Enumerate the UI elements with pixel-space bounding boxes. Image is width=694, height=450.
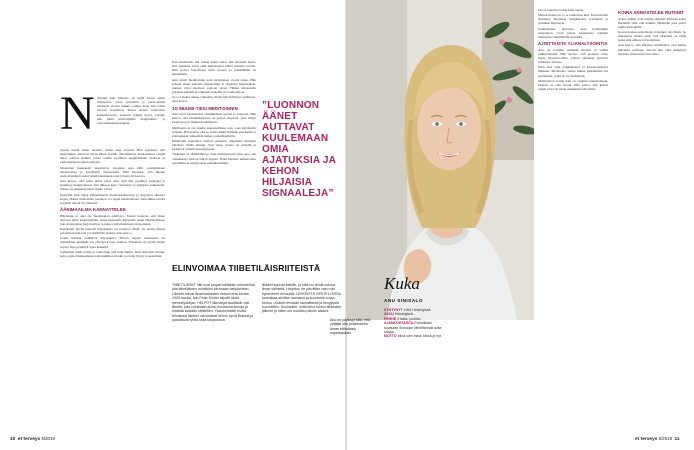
fact-value: Helsingissä. [394,312,414,317]
portrait-illustration [347,0,534,320]
section-heading: JO MUUMI-TIESI MEDITOINNIN [172,105,238,111]
section-paragraph: Arjen rutiinit ovat Anulle tärkeitä. Perheen koira huolehtii siitä, että lenkille lähdetään joka päivä säällä kuin säällä. [618,16,686,29]
section-heading: KOIRA ANNOSTELEE RUTIINIT [618,10,684,15]
fact-value: 3 lasta, puoliso. [397,316,422,321]
box-text: liikkeet sopivat kaikille, ja niitä voi tehdä kotona ilman välineitä. Harjoitus vie päivittäin vain noin kymmenen minuuttia. LIIKKEISTÄ OPETELLESSA kannattaa aloittaa rauhassa ja kuunnella omaa kehoa. Liikkeet tehdään rauhallisesti ja hengitystä kuunnellen. Kuulostele, miltä keho tuntuu liikkeiden jälkeen ja miten olo muuttuu päivän aikana. [262,283,342,314]
paragraph: Kun meditaatio tuli osaksi Anun arkea, hän huomasi myös, että ajatukset eivät enää kuljettaneet häntä samalla tavalla. Hän pystyi katsomaan niitä sivusta ja päästämään ne menemään. [172,60,256,77]
article-column-2 [172,60,256,166]
section-paragraph: Jotkin ihmiset pelkäävät hiljaisuutta. Silloin ohjattu meditaatio tai rauhallinen musiikki voi olla hyvä tapa aloittaa. Tärkeintä on löytää itselle sopiva tapa pysähtyä arjen keskellä. [60,236,165,249]
fact-value: Minä olen minä, tässä ja nyt. [397,334,442,339]
paragraph: Menen luontoon, ja se rauhoittaa heti. Kun kävelen metsässä, huomaan hengittäväni syvemmin ja ajatukset hiljenevät. [538,13,608,26]
issue: 6/2019 [41,436,55,441]
intro-paragraph: Anu kertoo, että sama tunne palaa aina, kun hän pysähtyy hetkeksi ja keskittyy hengitykseen. Sen jälkeen keho rentoutuu ja ajatukset selkenevät. Tunne on yksinkertainen, mutta vahva. [60,179,165,192]
fact-value: 1964 Helsingissä. [403,308,432,312]
fact-row [384,334,446,338]
pull-quote: ”LUONNON ÄÄNET AUTTAVAT KUULEMAAN OMIA AJATUKSIA JA KEHON HILJAISIA SIGNAALEJA” [262,100,336,199]
article-column-1b [60,148,165,259]
page-number: 10 [10,437,16,442]
issue: 6/2019 [658,436,673,441]
fact-key: PERHE [384,316,397,321]
article-column-1 [97,96,165,126]
paragraph: kuvaa sanoilla tavalla kuin ennen. [538,8,585,12]
magazine-name: et terveys [17,437,41,442]
box-text: TIIBETILÄISET riitit ovat joogan kaltainen menetelmä, jota tiibetiläisten munkkien kerrotaan harjoitelleen. Liikkeet tulivat länsimaalaisten tietoon ensi kertaa 1930-luvulla, kun Peter Kelder kirjoitti niistä menestyskirjan. HELPOT liikesarjat sisältävät viisi liikettä, joita toistetaan aluksi muutamia kertoja ja määrää lisätään vähitellen. Yksinkertaiset mutta tehokkaat liikkeet vahvistavat kehon syviä lihaksia ja parantavat ryhtiä sekä tasapainoa. [172,283,256,323]
section-paragraph: Meditaation avulla Anu on oppinut tunnistamaan, milloin on aika levätä. Hän sanoo, että kehon viestit kertovat usein enemmän kuin mieli. [538,78,608,91]
fact-row [384,321,446,334]
intro-paragraph: Muutamat kuukaudet muuttuivat vuosiksi. Anu lähti opiskelemaan meditaatiota ja käytännön menetelmiä. Hän huomasi, että mielen rauhoittaminen auttoi häntä jaksamaan sekä työssä että kotona. [60,165,165,178]
paragraph: Se voi aluksi tuntua vaikealta, mutta kärsivällisyys palkitaan. Anu kertoo. [172,95,256,104]
fact-key: MOTTO [384,334,397,339]
paragraph: Anu aloitti meditoinnin noin kymmenen vuotta sitten. Hän kokeili ensin erilaisia menetelmiä ja ohjattuja harjoituksia, kunnes löysi itselleen sopivan tavan. Hänen mielestään jokaisen kannattaa rohkeasti kokeilla eri vaihtoehtoja. [172,77,256,95]
intro-paragraph: äytelijä Anu Sinisalo oli neljä vuotta sitten tilanteessa, jossa työelämä ja perhe-elämä tuntuivat vievän kaikki voimat. Kun hän viime talvena harjoitteli Turun linnan teatterissa komediaroolia, teatterin johtaja kysyi, voisiko hän pitää näyttelijöille hengittämis- ja rentoutumisharjoituksia. [97,96,165,125]
section-paragraph: Hiljaisuus ei aina ole meditaation edellytys. Monet kokevat, että äänet auttavat heitä keskittymään. Anun kursseilla käytetään usein äänimaailmaa, joka kannattelee harjoittelijaa ja tekee rauhoittumisesta helpompaa. [60,213,165,226]
box-column-2 [262,283,344,314]
magazine-name: et terveys [635,437,658,442]
section-paragraph: Anu löysi meditaation ensimmäisen kerran jo nuorena. Hän kertoo, että muumikirjoissa on paljon viisautta, joka liittyy läsnäoloon ja hetkessä elämiseen. [172,112,256,125]
profile-box-title: Kuka [384,274,420,293]
intro-paragraph: Nykyään Anu ohjaa säännöllisesti meditaatiokursseja ja kirjoittaa aiheesta kirjaa. Hänen mielestään jokainen voi oppia meditoimaan, eikä siihen tarvita erityisiä taitoja tai välineitä. [60,192,165,205]
section-paragraph: Koiran kanssa kävellessä on helppo olla läsnä. Se muistuttaa minua siitä, että tärkeintä on tämä hetki eikä eilinen tai huominen. [618,29,686,43]
box-column-1 [172,283,256,323]
portrait-photo [347,0,534,320]
page-number: 11 [674,437,680,442]
fact-key: ASUU [384,312,394,317]
section-paragraph: Kuuntelen hyvää tekevää hiljaisuutta tai luonnon ääniä. Se auttaa minua palaamaan kehooni ja lepäämään hetken, Anu kertoo. [60,227,165,236]
fact-key: SYNTYNYT [384,308,403,312]
section-paragraph: Anu on tottunut elämään tiiviisti ja välillä ylikierroksilla. Hän kertoo, että ajoittain tulee myös ylianalysointia, jolloin ajatukset pyörivät samoissa asioissa. [538,47,608,65]
section-paragraph: Tärkeintä on säännöllisyys. Kun meditaatiosta tulee tapa, sen vaikutukset alkavat näkyä arjessa. Moni huomaa nukkuvansa paremmin ja reagoivansa rauhallisemmin. [172,152,256,165]
intro-paragraph: Ajatus tuntui ensin oudolta, mutta Anu suostui. Hän huomasi, että harjoitukset auttoivat myös häntä itseään. Muutamassa kuukaudessa ryhmä alkoi odottaa hetkiä, joissa saatiin pysähtyä hengittämään yhdessä ja rauhoittumaan ennen esitystä. [60,148,165,165]
article-column-4 [618,8,686,57]
profile-facts [384,308,446,339]
paragraph: Voimaannun, ehdottaa, saan herkemmin tasapainon. Voin palata kaaoksesta takaisin tilanteesta vähemmällä stressillä. [538,26,608,39]
section-heading: ÄÄNIMAAILMA KANNATTELEE [60,207,126,213]
box-title: ELINVOIMAA TIIBETILÄISRIITEISTÄ [172,263,321,273]
drop-cap: N [60,87,95,140]
section-paragraph: Meditaatio ei ole Anulle uskonnollinen asia, vaan käytännön työkalu. Hän kokee, että se auttaa häntä elämään paremmin ja kohtaamaan vaikeatkin hetket rauhallisemmin. [172,125,256,138]
right-footer [635,436,680,442]
fact-value: Parhaillaan kuvataan Sinisalon tähdittämää uutta sarjaa. [384,321,442,335]
section-paragraph: Olen aina ollut pohdiskeleva ja kyseenalaistava ihminen. Meditaatio auttaa minua päästämään irti ajatuksista, joilla ei ole merkitystä. [538,65,608,78]
profile-name: ANU SINISALO [384,298,423,303]
left-footer [10,436,55,442]
section-heading: AJOITTAISTA YLIANALYSOINTIA [538,41,608,47]
section-paragraph: Meditointi kannattaa aloittaa pienestä. Muutama minuutti päivässä riittää alkuun. Voit istua, maata tai kävellä ja keskittyä samalla hengitykseen. [172,139,256,152]
section-paragraph: Anu kertoo, että hiljaiset aamuhetket ovat hänen päivänsä parhaita. Silloin hän ehtii keskittyä itseensä ennen kuin arki alkaa. [618,43,686,56]
left-page [0,0,346,450]
photo-caption: Anu on päässyt siitä, että yrittäisi olla jonkinlainen oman elämänsä supersankari. [330,318,371,336]
fact-key: AJANKOHTAISTA [384,321,414,326]
section-paragraph: Vähitellen mieli tottuu ja rauhoittuu yhä helpommin. Kun harjoitus toistuu, keho oppii tunnistamaan rentoutumisen merkit ja rauha löytyy nopeammin. [60,249,165,258]
article-column-3 [538,8,608,92]
